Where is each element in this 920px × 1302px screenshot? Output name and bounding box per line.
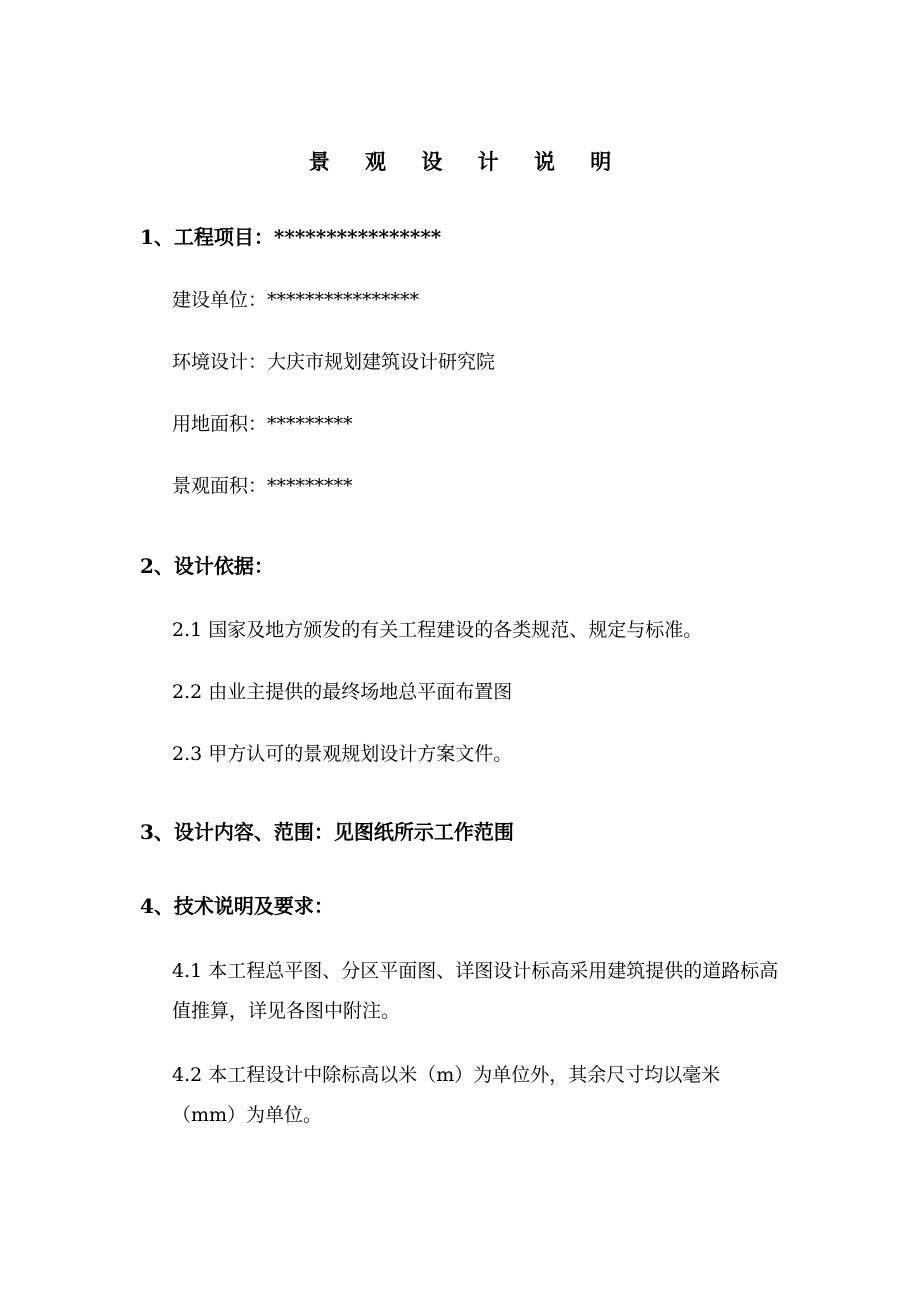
basis-item-2-3: 2.3 甲方认可的景观规划设计方案文件。 <box>172 743 513 765</box>
construction-unit-line: 建设单位：**************** <box>172 289 420 311</box>
tech-paragraph-4-2: 4.2 本工程设计中除标高以米（m）为单位外，其余尺寸均以毫米（mm）为单位。 <box>172 1064 721 1126</box>
landscape-area-line: 景观面积：********* <box>172 475 353 497</box>
basis-item-2-1: 2.1 国家及地方颁发的有关工程建设的各类规范、规定与标准。 <box>172 619 703 641</box>
environment-design-line: 环境设计：大庆市规划建筑设计研究院 <box>172 351 496 373</box>
section-2-heading: 2、设计依据： <box>140 554 274 578</box>
basis-item-2-2: 2.2 由业主提供的最终场地总平面布置图 <box>172 681 513 703</box>
section-4-heading: 4、技术说明及要求： <box>140 894 334 918</box>
section-1-heading: 1、工程项目：**************** <box>140 225 442 249</box>
document-title: 景 观 设 计 说 明 <box>308 149 626 174</box>
land-area-line: 用地面积：********* <box>172 413 353 435</box>
section-3-heading: 3、设计内容、范围：见图纸所示工作范围 <box>140 820 514 844</box>
tech-paragraph-4-1: 4.1 本工程总平图、分区平面图、详图设计标高采用建筑提供的道路标高值推算，详见各图中附注。 <box>172 960 779 1022</box>
